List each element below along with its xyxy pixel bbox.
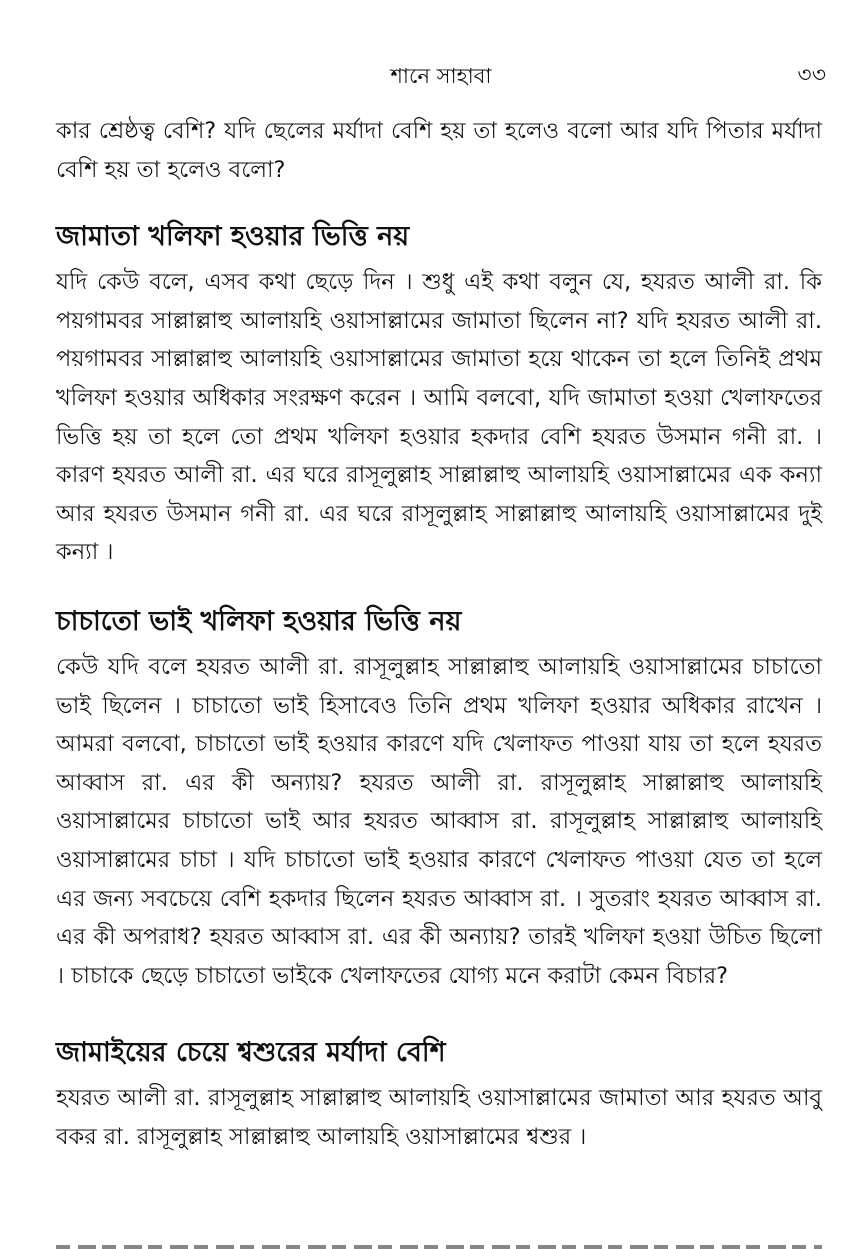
cropped-text-glyphs: [56, 1245, 822, 1249]
section-spacer: [56, 995, 822, 1033]
section-paragraph-father-in-law: হযরত আলী রা. রাসূলুল্লাহ সাল্লাল্লাহু আলায়হি ওয়াসাল্লামের জামাতা আর হযরত আবু বকর রা. রাসূলুল্লাহ সাল্লাল্লাহু আলায়হি ওয়াসাল্লামের শ্বশুর ।: [56, 1085, 822, 1150]
page-number: ৩৩: [797, 63, 826, 88]
section-spacer: [56, 189, 822, 217]
cropped-text-line: [56, 1236, 822, 1249]
section-heading-cousin: চাচাতো ভাই খলিফা হওয়ার ভিত্তি নয়: [56, 605, 462, 637]
running-header: [56, 58, 826, 94]
page-body: [56, 112, 822, 1156]
section-heading-son-in-law: জামাতা খলিফা হওয়ার ভিত্তি নয়: [56, 221, 410, 253]
section-heading-father-in-law: জামাইয়ের চেয়ে শ্বশুরের মর্যাদা বেশি: [56, 1037, 446, 1069]
intro-paragraph: কার শ্রেষ্ঠত্ব বেশি? যদি ছেলের মর্যাদা বেশি হয় তা হলেও বলো আর যদি পিতার মর্যাদা বেশি হয় তা হলেও বলো?: [56, 118, 822, 183]
section-paragraph-son-in-law: যদি কেউ বলে, এসব কথা ছেড়ে দিন । শুধু এই কথা বলুন যে, হযরত আলী রা. কি পয়গামবর সাল্লাল্লাহু আলায়হি ওয়াসাল্লামের জামাতা ছিলেন না? যদি হযরত আলী রা. পয়গামবর সাল্লাল্লাহু আলায়হি ওয়াসাল্লামের জামাতা হয়ে থাকেন তা হলে তিনিই প্রথম খলিফা হওয়ার অধিকার সংরক্ষণ করেন । আমি বলবো, যদি জামাতা হওয়া খেলাফতের ভিত্তি হয় তা হলে তো প্রথম খলিফা হওয়ার হকদার বেশি হযরত উসমান গনী রা. । কারণ হযরত আলী রা. এর ঘরে রাসূলুল্লাহ সাল্লাল্লাহু আলায়হি ওয়াসাল্লামের এক কন্যা আর হযরত উসমান গনী রা. এর ঘরে রাসূলুল্লাহ সাল্লাল্লাহু আলায়হি ওয়াসাল্লামের দুই কন্যা ।: [56, 269, 822, 566]
running-title: শানে সাহাবা: [390, 64, 492, 88]
section-paragraph-cousin: কেউ যদি বলে হযরত আলী রা. রাসূলুল্লাহ সাল্লাল্লাহু আলায়হি ওয়াসাল্লামের চাচাতো ভাই ছিলেন । চাচাতো ভাই হিসাবেও তিনি প্রথম খলিফা হওয়ার অধিকার রাখেন । আমরা বলবো, চাচাতো ভাই হওয়ার কারণে যদি খেলাফত পাওয়া যায় তা হলে হযরত আব্বাস রা. এর কী অন্যায়? হযরত আলী রা. রাসূলুল্লাহ সাল্লাল্লাহু আলায়হি ওয়াসাল্লামের চাচাতো ভাই আর হযরত আব্বাস রা. রাসূলুল্লাহ সাল্লাল্লাহু আলায়হি ওয়াসাল্লামের চাচা । যদি চাচাতো ভাই হওয়ার কারণে খেলাফত পাওয়া যেত তা হলে এর জন্য সবচেয়ে বেশি হকদার ছিলেন হযরত আব্বাস রা. । সুতরাং হযরত আব্বাস রা. এর কী অপরাধ? হযরত আব্বাস রা. এর কী অন্যায়? তারই খলিফা হওয়া উচিত ছিলো । চাচাকে ছেড়ে চাচাতো ভাইকে খেলাফতের যোগ্য মনে করাটা কেমন বিচার?: [56, 653, 822, 989]
section-spacer: [56, 572, 822, 602]
